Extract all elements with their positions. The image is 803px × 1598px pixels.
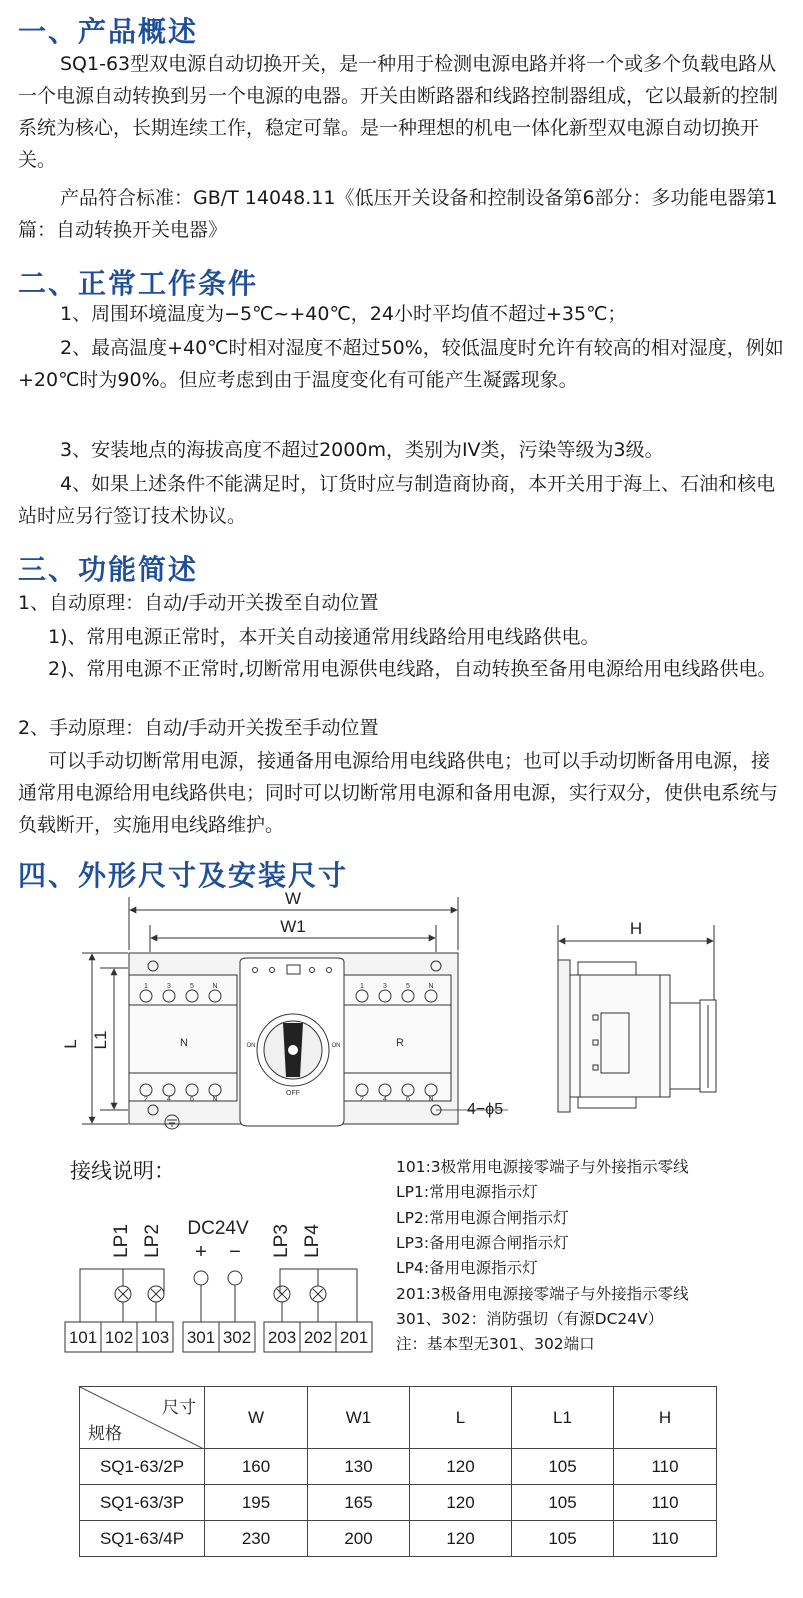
dc-minus-icon — [228, 1271, 242, 1285]
terminal-302: 302 — [222, 1328, 252, 1347]
lp3-label: LP3 — [271, 1224, 292, 1258]
front-view-drawing — [60, 888, 530, 1138]
condition-item: 3、安装地点的海拔高度不超过2000m，类别为IV类，污染等级为3级。 — [60, 439, 664, 461]
terminal-label: 4 — [167, 1096, 171, 1103]
value-cell: 120 — [410, 1521, 512, 1557]
terminal-102: 102 — [104, 1328, 134, 1347]
overview-paragraph: SQ1-63型双电源自动切换开关，是一种用于检测电源电路并将一个或多个负载电路从一个电源自动转换到另一个电源的电器。开关由断路器和线路控制器组成，它以最新的控制系统为核心，长期连续工作，稳定可靠。是一种理想的机电一体化新型双电源自动切换开关。 — [18, 53, 779, 171]
w-label: W — [284, 889, 302, 908]
section-title-conditions: 二、正常工作条件 — [18, 267, 259, 300]
terminal-label: 6 — [406, 1096, 410, 1103]
legend-item: 301、302：消防强切（有源DC24V） — [396, 1310, 664, 1328]
value-cell: 110 — [614, 1485, 717, 1521]
terminal-202: 202 — [303, 1328, 333, 1347]
terminal-301: 301 — [186, 1328, 216, 1347]
legend-item: LP3:备用电源合闸指示灯 — [396, 1234, 569, 1252]
value-cell: 165 — [308, 1485, 410, 1521]
value-cell: 120 — [410, 1485, 512, 1521]
dc-plus-icon — [194, 1271, 208, 1285]
terminal-label: 3 — [167, 983, 171, 990]
section-title-overview: 一、产品概述 — [18, 15, 199, 48]
terminal-label: N — [428, 983, 434, 990]
value-cell: 200 — [308, 1521, 410, 1557]
w1-label: W1 — [280, 917, 306, 936]
side-controller — [670, 1003, 700, 1089]
section-title-dimensions: 四、外形尺寸及安装尺寸 — [18, 859, 349, 892]
table-header: L1 — [512, 1387, 614, 1449]
lp4-label: LP4 — [302, 1224, 323, 1258]
corner-bottom-label: 规格 — [88, 1424, 122, 1443]
model-cell: SQ1-63/2P — [80, 1449, 205, 1485]
off-label: OFF — [286, 1090, 300, 1097]
terminal-103: 103 — [140, 1328, 170, 1347]
value-cell: 120 — [410, 1449, 512, 1485]
value-cell: 105 — [512, 1449, 614, 1485]
wiring-title: 接线说明： — [70, 1159, 175, 1183]
condition-item: 4、如果上述条件不能满足时，订货时应与制造商协商，本开关用于海上、石油和核电站时应另行签订技术协议。 — [18, 473, 776, 527]
value-cell: 160 — [205, 1449, 308, 1485]
table-row — [80, 1521, 717, 1557]
legend-item: 201:3极备用电源接零端子与外接指示零线 — [396, 1285, 689, 1303]
table-row — [80, 1485, 717, 1521]
auto-principle-item: 2)、常用电源不正常时,切断常用电源供电线路，自动转换至备用电源给用电线路供电。 — [48, 658, 777, 680]
l-label: L — [61, 1039, 80, 1049]
manual-principle-title: 2、手动原理：自动/手动开关拨至手动位置 — [18, 717, 379, 739]
terminal-label: N — [212, 1096, 218, 1103]
condition-item: 1、周围环境温度为−5℃~+40℃，24小时平均值不超过+35℃； — [60, 303, 627, 325]
terminal-label: N — [212, 983, 218, 990]
auto-principle-item: 1)、常用电源正常时，本开关自动接通常用线路给用电线路供电。 — [48, 626, 600, 648]
terminal-101: 101 — [68, 1328, 98, 1347]
plus-label: + — [195, 1241, 207, 1263]
table-header: W1 — [308, 1387, 410, 1449]
terminal-label: 6 — [190, 1096, 194, 1103]
value-cell: 110 — [614, 1449, 717, 1485]
condition-item: 2、最高温度+40℃时相对湿度不超过50%，较低温度时允许有较高的相对湿度，例如+20℃时为90%。但应考虑到由于温度变化有可能产生凝露现象。 — [18, 337, 784, 391]
h-label: H — [629, 919, 643, 938]
table-row — [80, 1449, 717, 1485]
legend-item: LP2:常用电源合闸指示灯 — [396, 1209, 569, 1227]
auto-principle-title: 1、自动原理：自动/手动开关拨至自动位置 — [18, 592, 379, 614]
terminal-201: 201 — [339, 1328, 369, 1347]
value-cell: 110 — [614, 1521, 717, 1557]
on-label-right: ON — [331, 1043, 341, 1049]
table-header: W — [205, 1387, 308, 1449]
terminal-203: 203 — [267, 1328, 297, 1347]
legend-item: 101:3极常用电源接零端子与外接指示零线 — [396, 1158, 689, 1176]
table-corner-cell — [80, 1387, 205, 1449]
legend-item: LP4:备用电源指示灯 — [396, 1259, 538, 1277]
wiring-diagram — [60, 1198, 380, 1360]
side-view-drawing — [548, 905, 728, 1117]
value-cell: 195 — [205, 1485, 308, 1521]
lp2-label: LP2 — [142, 1224, 163, 1258]
terminal-label: N — [428, 1096, 434, 1103]
on-label-left: ON — [246, 1043, 256, 1049]
minus-label: − — [229, 1241, 241, 1263]
value-cell: 230 — [205, 1521, 308, 1557]
corner-top-label: 尺寸 — [162, 1398, 196, 1417]
legend-item: 注：基本型无301、302端口 — [396, 1335, 595, 1353]
hole-dimension-label: 4−ϕ5 — [467, 1101, 504, 1118]
n-label: N — [180, 1037, 188, 1049]
terminal-label: 5 — [190, 983, 194, 990]
terminal-label: 2 — [360, 1096, 364, 1103]
side-base — [558, 960, 570, 1112]
value-cell: 130 — [308, 1449, 410, 1485]
value-cell: 105 — [512, 1485, 614, 1521]
terminal-label: 5 — [406, 983, 410, 990]
model-cell: SQ1-63/4P — [80, 1521, 205, 1557]
legend-item: LP1:常用电源指示灯 — [396, 1183, 538, 1201]
terminal-label: 1 — [360, 983, 364, 990]
l1-label: L1 — [91, 1030, 110, 1050]
lp1-label: LP1 — [111, 1224, 132, 1258]
table-header: H — [614, 1387, 717, 1449]
value-cell: 105 — [512, 1521, 614, 1557]
terminal-label: 2 — [144, 1096, 148, 1103]
side-body — [570, 975, 670, 1097]
terminal-label: 4 — [383, 1096, 387, 1103]
standard-paragraph: 产品符合标准：GB/T 14048.11《低压开关设备和控制设备第6部分：多功能电器第1篇：自动转换开关电器》 — [18, 187, 778, 241]
section-title-function: 三、功能简述 — [18, 553, 199, 586]
terminal-label: 3 — [383, 983, 387, 990]
terminal-label: 1 — [144, 983, 148, 990]
dc24v-label: DC24V — [187, 1218, 249, 1239]
table-header: L — [410, 1387, 512, 1449]
model-cell: SQ1-63/3P — [80, 1485, 205, 1521]
dimension-table — [79, 1386, 717, 1557]
manual-principle-text: 可以手动切断常用电源，接通备用电源给用电线路供电；也可以手动切断备用电源，接通常用电源给用电线路供电；同时可以切断常用电源和备用电源，实行双分，使供电系统与负载断开，实施用电线路维护。 — [18, 750, 779, 836]
r-label: R — [396, 1037, 404, 1049]
